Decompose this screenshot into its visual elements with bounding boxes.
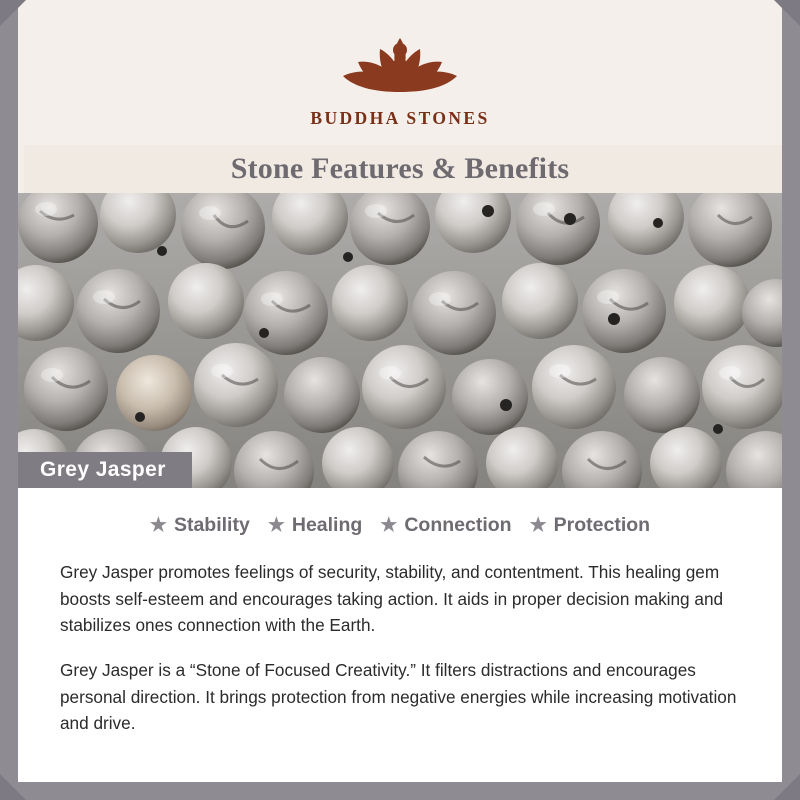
lotus-meditation-icon (325, 18, 475, 106)
corner-accent-bottom-left (0, 774, 26, 800)
keyword-connection (380, 514, 511, 537)
corner-accent-top-right (774, 0, 800, 26)
corner-accent-bottom-right (774, 774, 800, 800)
brand-name: BUDDHA STONES (310, 108, 490, 128)
keyword-protection (530, 514, 650, 537)
corner-accent-top-left (0, 0, 26, 26)
star-icon: ★ (380, 515, 398, 536)
keyword-label: Protection (553, 514, 651, 536)
keyword-label: Stability (173, 514, 250, 536)
title-banner (18, 145, 782, 193)
stone-name-label: Grey Jasper (18, 452, 192, 488)
description-section (18, 488, 782, 782)
star-icon: ★ (267, 515, 285, 536)
keyword-label: Connection (404, 514, 512, 536)
hero-image (18, 193, 782, 488)
description-paragraph-2: Grey Jasper is a “Stone of Focused Creativity.” It filters distractions and encourages personal direction. It brings protection from negative energies while increasing motivation and drive. (60, 659, 737, 734)
star-icon: ★ (529, 515, 547, 536)
content-card (18, 0, 782, 782)
description-paragraph-1: Grey Jasper promotes feelings of security, stability, and contentment. This healing gem boosts self-esteem and encourages taking action. It aids in proper decision making and stabilizes ones connection with the Earth. (60, 562, 724, 636)
keyword-label: Healing (291, 514, 363, 536)
brand-header (18, 0, 782, 145)
keyword-healing (268, 514, 362, 537)
keyword-list (60, 514, 740, 537)
page-title: Stone Features & Benefits (230, 152, 570, 185)
star-icon: ★ (149, 515, 167, 536)
keyword-stability (150, 514, 250, 537)
